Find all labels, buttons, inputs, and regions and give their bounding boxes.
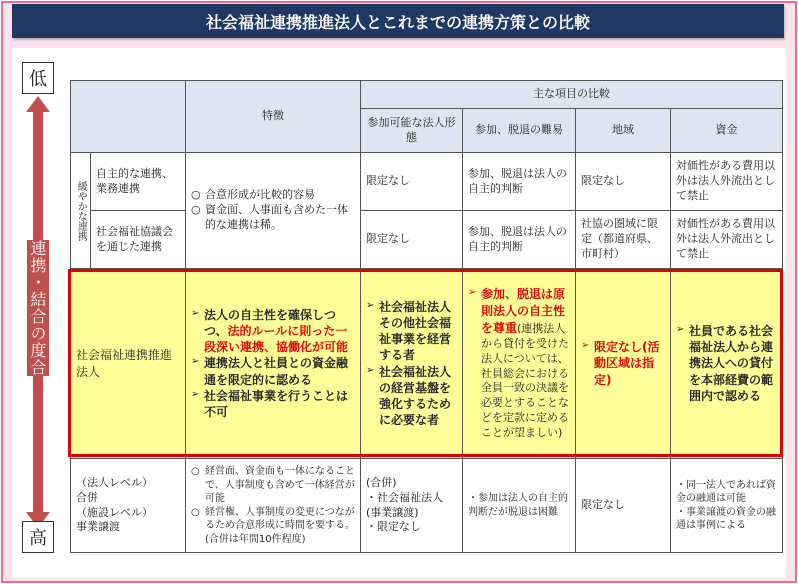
row1-form: 限定なし xyxy=(361,153,463,211)
row4-label-line: 事業譲渡 xyxy=(76,520,120,534)
row1-funds: 対価性がある費用以外は法人外流出として禁止 xyxy=(671,153,783,211)
row1-difficulty: 参加、脱退は法人の自主的判断 xyxy=(463,153,576,211)
row3-form xyxy=(361,269,463,459)
high-level-box: 高 xyxy=(22,521,54,553)
comparison-table xyxy=(70,80,783,553)
row2-form: 限定なし xyxy=(361,211,463,269)
page-title: 社会福祉連携推進法人とこれまでの連携方策との比較 xyxy=(12,4,784,38)
row3-region-item: ➢ 限定なし(活動区域は指定) xyxy=(581,339,665,388)
loose-feature-item: ○ 資金面、人事面も含めた一体的な連携は稀。 xyxy=(191,203,355,233)
row1-label: 自主的な連携、業務連携 xyxy=(91,153,186,211)
header-blank xyxy=(71,81,186,153)
row4-form xyxy=(361,459,463,553)
row-loose-features xyxy=(186,153,361,269)
low-level-box: 低 xyxy=(22,62,54,94)
row1-region: 限定なし xyxy=(576,153,671,211)
header-col-region: 地域 xyxy=(576,109,671,153)
row4-funds xyxy=(671,459,783,553)
header-col-difficulty: 参加、脱退の難易 xyxy=(463,109,576,153)
header-col-funds: 資金 xyxy=(671,109,783,153)
header-features: 特徴 xyxy=(186,81,361,153)
loose-feature-item: ○ 合意形成が比較的容易 xyxy=(191,188,355,203)
row4-form-line: (合併) xyxy=(366,475,397,489)
loose-group-label: 緩やかな連携 xyxy=(71,153,91,269)
row4-label-line: （施設レベル） xyxy=(76,505,153,519)
row3-region xyxy=(576,269,671,459)
row3-difficulty-item: ➢ 参加、脱退は原則法人の自主性を尊重(連携法人から貸付を受けた法人については、社員総会における全員一致の決議を必要とすることなどを定款に定めることが望ましい) xyxy=(468,286,570,440)
row4-difficulty: ・参加は法人の自主的判断だが脱退は困難 xyxy=(463,459,576,553)
row4-label xyxy=(71,459,186,553)
row4-form-line: ・限定なし xyxy=(366,520,421,534)
header-main-items: 主な項目の比較 xyxy=(361,81,783,109)
row3-label: 社会福祉連携推進法人 xyxy=(71,269,186,459)
row4-features xyxy=(186,459,361,553)
header-col-form: 参加可能な法人形態 xyxy=(361,109,463,153)
row4-label-line: 合併 xyxy=(76,490,98,504)
row3-difficulty xyxy=(463,269,576,459)
row4-form-line: (事業譲渡) xyxy=(366,505,419,519)
row2-region: 社協の圏域に限定（都道府県、市町村） xyxy=(576,211,671,269)
row3-funds-item: ➢ 社員である社会福祉法人から連携法人への貸付を本部経費の範囲内で認める xyxy=(676,323,777,404)
row3-funds xyxy=(671,269,783,459)
scale-axis-label: 連携・結合の度合 xyxy=(28,240,47,376)
row4-feature-item: ○ 経営面、資金面も一体になることで、人事制度も含めて一体経営が可能 xyxy=(191,465,355,506)
row3-feature-item: ➢ 法人の自主性を確保しつつ、法的ルールに則った一段深い連携、協働化が可能 xyxy=(191,307,355,356)
row2-funds: 対価性がある費用以外は法人外流出として禁止 xyxy=(671,211,783,269)
row4-feature-item: ○ 経営権、人事制度の変更につながるため合意形成に時間を要する。(合併は年間10件程度) xyxy=(191,506,355,547)
row4-funds-line: ・同一法人であれば資金の融通は可能 xyxy=(676,479,776,504)
row3-form-item: ➢ 社会福祉法人の経営基盤を強化するために必要な者 xyxy=(366,364,457,429)
row3-feature-item: ➢ 社会福祉事業を行うことは不可 xyxy=(191,388,355,420)
row3-features xyxy=(186,269,361,459)
row2-difficulty: 参加、脱退は法人の自主的判断 xyxy=(463,211,576,269)
row4-label-line: （法人レベル） xyxy=(76,475,153,489)
row4-funds-line: ・事業譲渡の資金の融通は事例による xyxy=(676,506,776,531)
row4-region: 限定なし xyxy=(576,459,671,553)
row4-form-line: ・社会福祉法人 xyxy=(366,490,443,504)
row3-feature-item: ➢ 連携法人と社員との資金融通を限定的に認める xyxy=(191,355,355,387)
row2-label: 社会福祉協議会を通じた連携 xyxy=(91,211,186,269)
row3-form-item: ➢ 社会福祉法人その他社会福祉事業を経営する者 xyxy=(366,299,457,364)
